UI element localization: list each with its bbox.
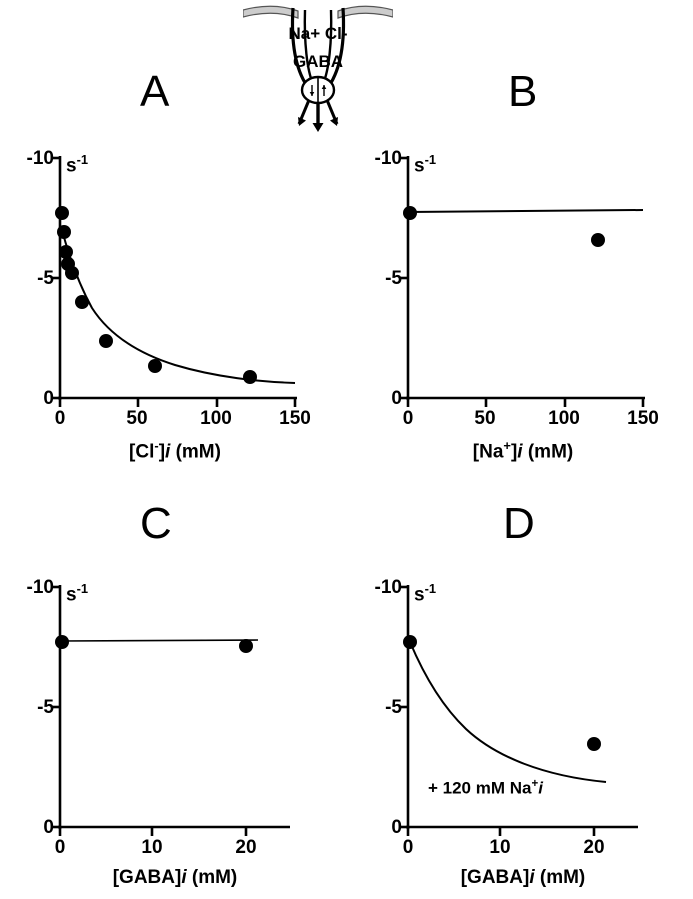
panel-c-plot (0, 480, 345, 880)
panel-a-letter: A (140, 67, 170, 116)
panel-a-datapoint (148, 359, 162, 373)
panel-d-unit: $s^{-1}$ (414, 581, 437, 606)
panel-d-annotation: + 120 mM Na+i (428, 778, 543, 798)
panel-b-xtick-50: 50 (474, 408, 496, 429)
panel-a-xtick-150: 150 (279, 408, 311, 429)
panel-b-ytick-minus5: -5 (385, 268, 402, 289)
panel-a-datapoint (57, 225, 71, 239)
panel-c-letter: C (140, 499, 172, 548)
panel-b-datapoint (403, 206, 417, 220)
panel-a-xtick-100: 100 (200, 408, 232, 429)
panel-a-ytick-minus10: -10 (26, 148, 54, 169)
panel-d-xtick-10: 10 (489, 837, 511, 858)
panel-c-fit-line (60, 640, 258, 641)
panel-d-datapoint (587, 737, 601, 751)
panel-c-ytick-minus10: -10 (26, 577, 54, 598)
panel-d-xtick-20: 20 (583, 837, 605, 858)
panel-d-xaxis-title: [GABA]i (mM) (460, 867, 586, 888)
panel-a-datapoint (55, 206, 69, 220)
panel-d-letter: D (503, 499, 535, 548)
panel-a-xaxis-title: [Cl-]i (mM) (129, 438, 221, 463)
panel-c-xtick-20: 20 (235, 837, 257, 858)
panel-d-ytick-minus5: -5 (385, 697, 402, 718)
panel-b-ytick-minus10: -10 (374, 148, 402, 169)
panel-d (348, 480, 693, 888)
panel-b-letter: B (508, 67, 538, 116)
panel-d-xtick-0: 0 (402, 837, 414, 858)
panel-d-datapoint (403, 635, 417, 649)
panel-b-datapoint (591, 233, 605, 247)
panel-a-datapoint (99, 334, 113, 348)
panel-c-ytick-minus5: -5 (37, 697, 54, 718)
panel-c-xtick-10: 10 (141, 837, 163, 858)
panel-a-datapoint (243, 370, 257, 384)
panel-c-unit: $s^{-1}$ (66, 581, 89, 606)
cartoon-gaba-label: GABA (292, 52, 344, 71)
panel-b-xtick-0: 0 (402, 408, 414, 429)
panel-b-plot (348, 60, 693, 460)
membrane-right (338, 6, 393, 18)
panel-a-datapoint (75, 295, 89, 309)
panel-b-xaxis-title: [Na+]i (mM) (472, 438, 574, 463)
panel-a-xtick-0: 0 (54, 408, 66, 429)
panel-a-ytick-zero: 0 (43, 388, 54, 409)
panel-d-ytick-zero: 0 (391, 817, 402, 838)
panel-c-xtick-0: 0 (54, 837, 66, 858)
panel-a-fit-curve (62, 230, 295, 383)
panel-a-datapoint (65, 266, 79, 280)
panel-d-fit-curve (410, 642, 606, 782)
panel-a (0, 60, 345, 463)
cartoon-ion-label: Na+ Cl- (288, 24, 348, 43)
panel-c (0, 480, 345, 888)
panel-c-datapoint (239, 639, 253, 653)
panel-a-plot (0, 60, 345, 460)
panel-d-plot (348, 480, 693, 880)
panel-c-datapoint (55, 635, 69, 649)
panel-b-xtick-100: 100 (548, 408, 580, 429)
panel-b-ytick-zero: 0 (391, 388, 402, 409)
panel-b-fit-line (408, 210, 643, 212)
panel-a-unit: $s^{-1}$ (66, 152, 89, 177)
panel-a-datapoint (59, 245, 73, 259)
membrane-left (243, 6, 298, 18)
panel-a-ytick-minus5: -5 (37, 268, 54, 289)
panel-c-xaxis-title: [GABA]i (mM) (112, 867, 238, 888)
panel-c-ytick-zero: 0 (43, 817, 54, 838)
panel-a-xtick-50: 50 (126, 408, 148, 429)
panel-d-ytick-minus10: -10 (374, 577, 402, 598)
panel-b-unit: $s^{-1}$ (414, 152, 437, 177)
panel-b-xtick-150: 150 (627, 408, 659, 429)
panel-b (348, 60, 693, 463)
